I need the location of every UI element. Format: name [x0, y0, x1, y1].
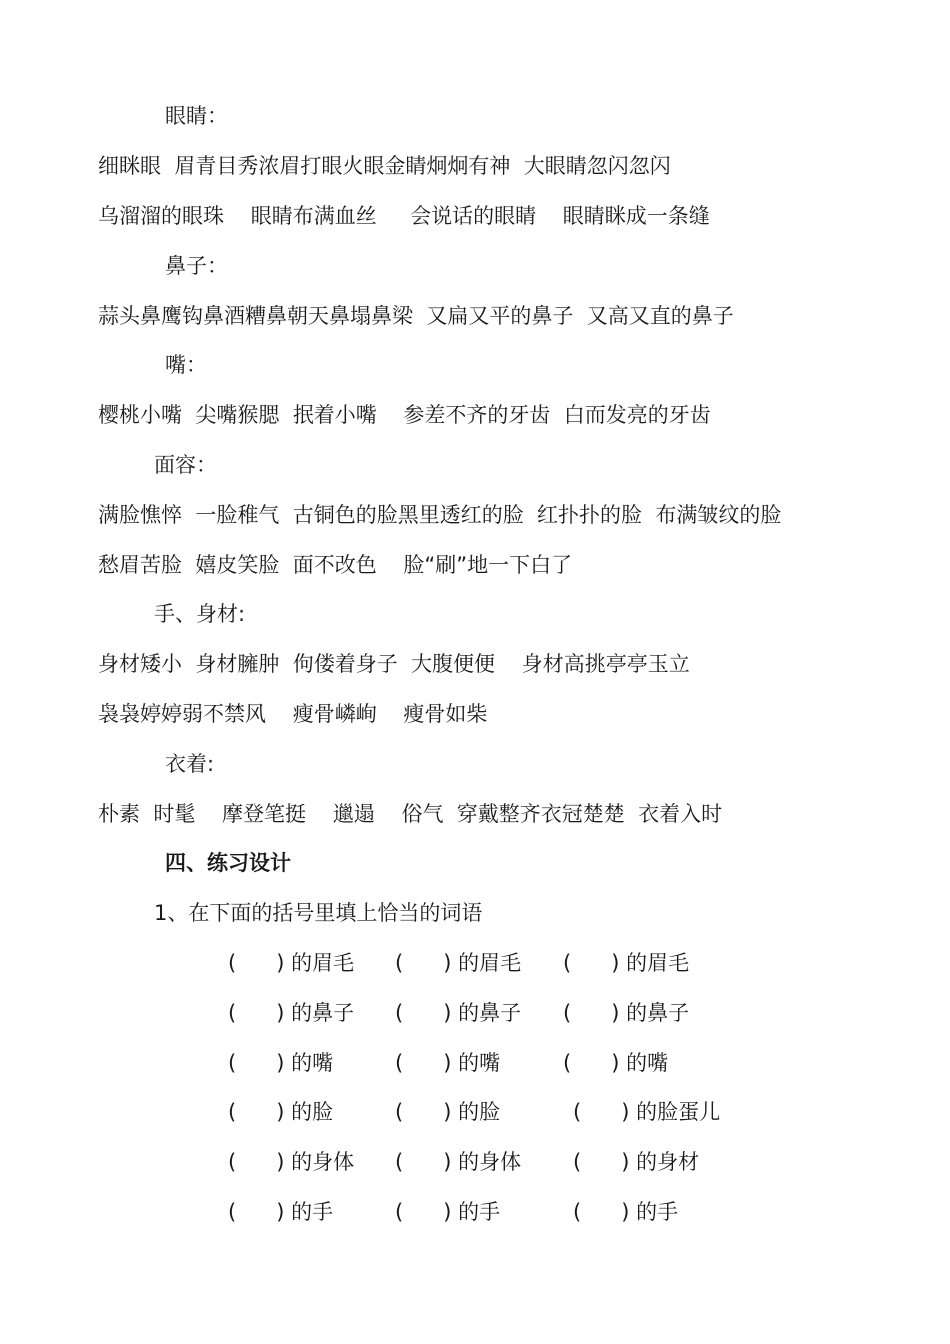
section-heading-eyes: 眼睛： [165, 104, 228, 128]
text-line: 细眯眼 眉青目秀浓眉打眼火眼金睛炯炯有神 大眼睛忽闪忽闪 [98, 154, 671, 178]
text-line: 袅袅婷婷弱不禁风 瘦骨嶙峋 瘦骨如柴 [98, 702, 488, 726]
blank-item: ( ) 的眉毛 [563, 951, 690, 975]
blank-item: ( ) 的眉毛 [228, 951, 355, 975]
blank-item: ( ) 的身体 [228, 1150, 355, 1174]
blank-item: ( ) 的身体 [395, 1150, 522, 1174]
text-line: 樱桃小嘴 尖嘴猴腮 抿着小嘴 参差不齐的牙齿 白而发亮的牙齿 [98, 403, 711, 427]
blank-item: ( ) 的脸蛋儿 [573, 1100, 721, 1124]
text-line: 愁眉苦脸 嬉皮笑脸 面不改色 脸“刷”地一下白了 [98, 553, 573, 577]
text-line: 乌溜溜的眼珠 眼睛布满血丝 会说话的眼睛 眼睛眯成一条缝 [98, 204, 710, 228]
text-line: 身材矮小 身材臃肿 佝偻着身子 大腹便便 身材高挑亭亭玉立 [98, 652, 690, 676]
blank-item: ( ) 的手 [573, 1200, 679, 1224]
blank-item: ( ) 的嘴 [395, 1051, 501, 1075]
blank-item: ( ) 的脸 [228, 1100, 334, 1124]
blank-item: ( ) 的鼻子 [228, 1001, 355, 1025]
blank-item: ( ) 的嘴 [228, 1051, 334, 1075]
blank-item: ( ) 的眉毛 [395, 951, 522, 975]
blank-item: ( ) 的嘴 [563, 1051, 669, 1075]
blank-item: ( ) 的手 [395, 1200, 501, 1224]
blank-item: ( ) 的身材 [573, 1150, 700, 1174]
section-heading-face: 面容： [154, 453, 217, 477]
blank-item: ( ) 的鼻子 [563, 1001, 690, 1025]
text-line: 满脸憔悴 一脸稚气 古铜色的脸黑里透红的脸 红扑扑的脸 布满皱纹的脸 [98, 503, 782, 527]
section-heading-mouth: 嘴： [165, 353, 207, 377]
section-heading-nose: 鼻子： [165, 254, 228, 278]
exercise-question: 1、在下面的括号里填上恰当的词语 [154, 901, 483, 925]
blank-item: ( ) 的鼻子 [395, 1001, 522, 1025]
section-heading-clothing: 衣着: [165, 752, 215, 776]
text-line: 蒜头鼻鹰钩鼻酒糟鼻朝天鼻塌鼻梁 又扁又平的鼻子 又高又直的鼻子 [98, 304, 734, 328]
blank-item: ( ) 的手 [228, 1200, 334, 1224]
text-line: 朴素 时髦 摩登笔挺 邋遢 俗气 穿戴整齐衣冠楚楚 衣着入时 [98, 802, 723, 826]
blank-item: ( ) 的脸 [395, 1100, 501, 1124]
section-heading-body: 手、身材: [154, 602, 246, 626]
exercise-title: 四、练习设计 [165, 851, 291, 875]
